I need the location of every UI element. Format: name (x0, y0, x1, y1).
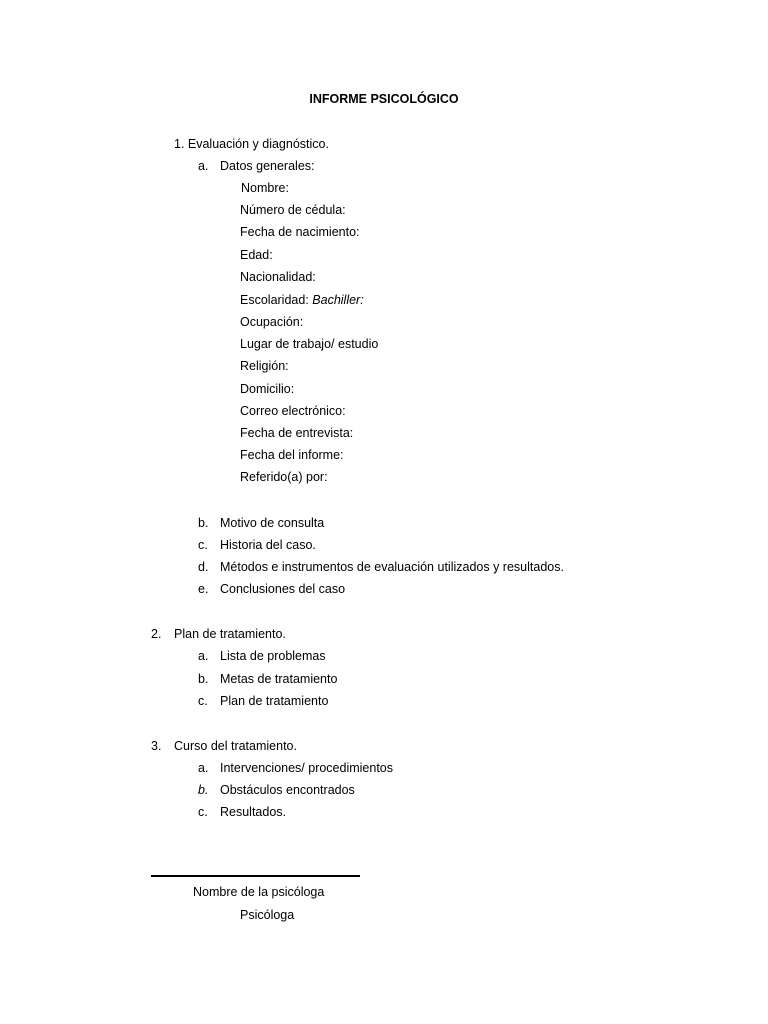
section-3-c-marker: c. (198, 805, 208, 819)
section-1-c-label: Historia del caso. (220, 538, 316, 552)
section-2-number: 2. (151, 627, 162, 641)
section-2-b-marker: b. (198, 672, 209, 686)
section-2-c-label: Plan de tratamiento (220, 694, 329, 708)
signature-name: Nombre de la psicóloga (193, 885, 325, 899)
field-correo: Correo electrónico: (240, 404, 346, 418)
field-referido: Referido(a) por: (240, 470, 328, 484)
field-numero-cedula: Número de cédula: (240, 203, 346, 217)
section-2-heading: Plan de tratamiento. (174, 627, 286, 641)
section-1-heading: 1. Evaluación y diagnóstico. (174, 137, 329, 151)
section-1-d-marker: d. (198, 560, 209, 574)
section-2-c-marker: c. (198, 694, 208, 708)
signature-role: Psicóloga (240, 908, 295, 922)
field-escolaridad-value: Bachiller: (312, 293, 364, 307)
section-1-e-marker: e. (198, 582, 209, 596)
field-fecha-entrevista: Fecha de entrevista: (240, 426, 354, 440)
section-3-a-label: Intervenciones/ procedimientos (220, 761, 394, 775)
section-1-d-label: Métodos e instrumentos de evaluación utilizados y resultados. (220, 560, 564, 574)
section-1-a-marker: a. (198, 159, 209, 173)
section-3-number: 3. (151, 739, 162, 753)
field-religion: Religión: (240, 359, 289, 373)
field-fecha-informe: Fecha del informe: (240, 448, 344, 462)
section-3-b-marker: b. (198, 783, 209, 797)
field-lugar-trabajo: Lugar de trabajo/ estudio (240, 337, 379, 351)
signature-line (151, 875, 360, 877)
field-edad: Edad: (240, 248, 273, 262)
section-1-e-label: Conclusiones del caso (220, 582, 346, 596)
field-escolaridad-label: Escolaridad: (240, 293, 309, 307)
field-nacionalidad: Nacionalidad: (240, 270, 316, 284)
section-2-a-label: Lista de problemas (220, 649, 326, 663)
section-2-b-label: Metas de tratamiento (220, 672, 338, 686)
section-1-b-label: Motivo de consulta (220, 516, 325, 530)
field-nombre: Nombre: (241, 181, 289, 195)
section-3-heading: Curso del tratamiento. (174, 739, 297, 753)
field-fecha-nacimiento: Fecha de nacimiento: (240, 225, 360, 239)
section-3-b-label: Obstáculos encontrados (220, 783, 355, 797)
section-3-c-label: Resultados. (220, 805, 287, 819)
section-2-a-marker: a. (198, 649, 209, 663)
field-escolaridad (240, 292, 364, 308)
section-1-b-marker: b. (198, 516, 209, 530)
section-1-c-marker: c. (198, 538, 208, 552)
field-domicilio: Domicilio: (240, 382, 295, 396)
section-3-a-marker: a. (198, 761, 209, 775)
document-title: INFORME PSICOLÓGICO (309, 92, 459, 106)
field-ocupacion: Ocupación: (240, 315, 304, 329)
section-1-a-label: Datos generales: (220, 159, 315, 173)
